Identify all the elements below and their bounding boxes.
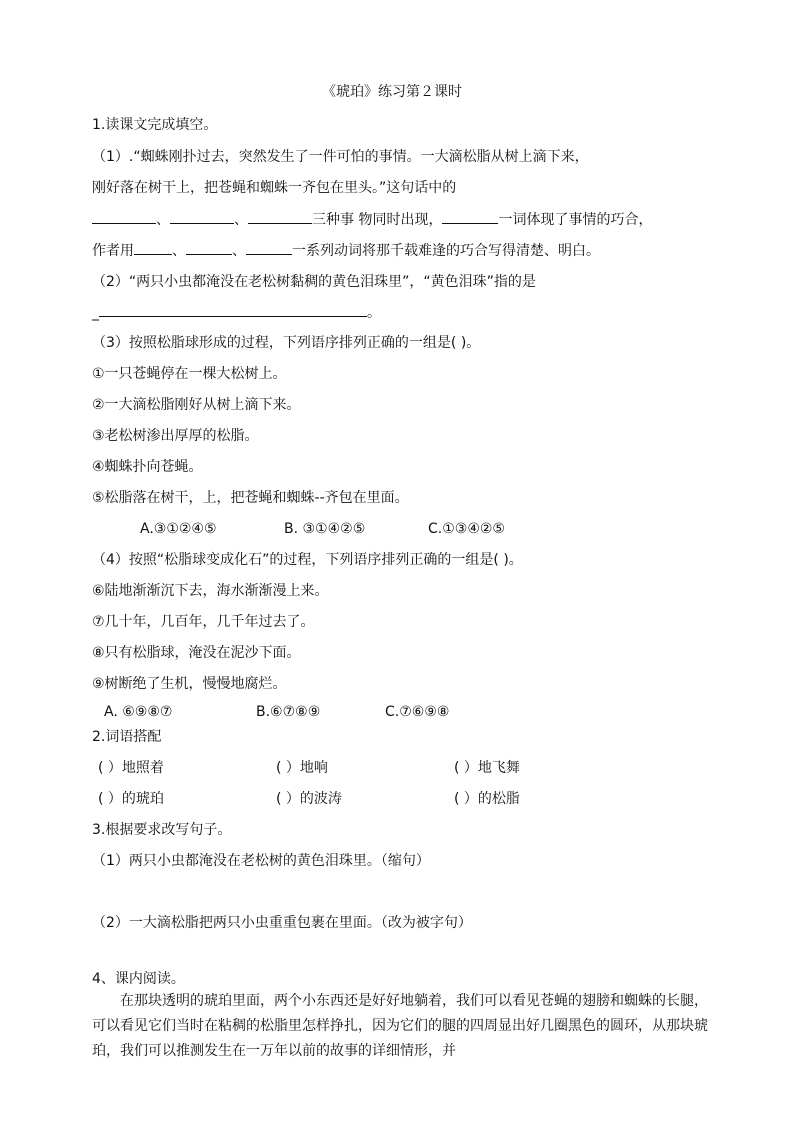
q1-s4-option-a: A. ⑥⑨⑧⑦ [104, 704, 173, 720]
q4-passage: 在那块透明的琥珀里面，两个小东西还是好好地躺着，我们可以看见苍蝇的翅膀和蜘蛛的长腿，可以看见它们当时在粘稠的松脂里怎样挣扎，因为它们的腿的四周显出好几圈黑色的圆环，从那块琥珀，我们可以推测发生在一万年以前的故事的详细情形，并 [92, 993, 708, 1059]
q1-s1-line2: 刚好落在树干上，把苍蝇和蜘蛛一齐包在里头。”这句话中的 [92, 180, 457, 196]
q2-item: ( ）的琥珀 [98, 791, 164, 807]
q1-s1-line4-end: 一系列动词将那千载难逢的巧合写得清楚、明白。 [292, 243, 600, 259]
q2-item: ( ）地飞舞 [454, 760, 520, 776]
answer-blank[interactable] [246, 240, 292, 255]
q1-s1-line3-mid: 三种事 物同时出现， [312, 212, 443, 228]
q1-heading: 1.读课文完成填空。 [92, 117, 218, 133]
answer-blank[interactable] [186, 240, 232, 255]
page-title: 《琥珀》练习第２课时 [322, 84, 462, 100]
answer-blank[interactable] [170, 209, 234, 224]
q1-s4-item: ⑨树断绝了生机，慢慢地腐烂。 [92, 676, 287, 692]
q1-s3-option-c: C.①③④②⑤ [428, 521, 505, 537]
q1-s2-line1: （2）“两只小虫都淹没在老松树黏稠的黄色泪珠里”，“黄色泪珠”指的是 [92, 274, 536, 290]
q4-heading: 4、课内阅读。 [92, 971, 185, 987]
separator: 、 [234, 212, 248, 228]
q1-s4-item: ⑦几十年，几百年，几千年过去了。 [92, 614, 315, 630]
answer-blank[interactable] [442, 209, 498, 224]
q1-s1-line4-start: 作者用 [92, 243, 134, 259]
separator: 、 [172, 243, 186, 259]
separator: 、 [156, 212, 170, 228]
q2-item: ( ）地响 [276, 760, 328, 776]
answer-blank[interactable] [99, 302, 367, 317]
q1-s4-head: （4）按照“松脂球变成化石”的过程，下列语序排列正确的一组是( )。 [92, 552, 523, 568]
q2-heading: 2.词语搭配 [92, 729, 162, 745]
q1-s3-item: ⑤松脂落在树干，上，把苍蝇和蜘蛛--齐包在里面。 [92, 490, 409, 506]
q1-s3-option-a: A.③①②④⑤ [140, 521, 217, 537]
q1-s3-option-b: B. ③①④②⑤ [284, 521, 366, 537]
q1-s1-line3-end: 一词体现了事情的巧合， [498, 212, 653, 228]
answer-blank[interactable] [92, 209, 156, 224]
q1-s4-option-b: B.⑥⑦⑧⑨ [256, 704, 321, 720]
q1-s2-line2 [92, 302, 381, 323]
q1-s2-line2-start: _ [92, 305, 99, 321]
q2-item: ( ）的波涛 [276, 791, 342, 807]
q2-item: ( ）的松脂 [454, 791, 520, 807]
answer-blank[interactable] [248, 209, 312, 224]
q3-s1: （1）两只小虫都淹没在老松树的黄色泪珠里。（缩句） [92, 853, 430, 869]
q1-s3-head: （3）按照松脂球形成的过程，下列语序排列正确的一组是( )。 [92, 335, 481, 351]
q3-s2: （2）一大滴松脂把两只小虫重重包裹在里面。（改为被字句） [92, 915, 472, 931]
q1-s1-line4 [92, 240, 600, 261]
q1-s4-item: ⑧只有松脂球，淹没在泥沙下面。 [92, 645, 301, 661]
q1-s1-line3 [92, 209, 652, 230]
q1-s3-item: ③老松树渗出厚厚的松脂。 [92, 428, 259, 444]
q1-s2-line2-end: 。 [367, 305, 381, 321]
q2-item: ( ）地照着 [98, 760, 164, 776]
q1-s3-item: ①一只苍蝇停在一棵大松树上。 [92, 366, 287, 382]
q1-s3-item: ④蜘蛛扑向苍蝇。 [92, 459, 203, 475]
q3-heading: 3.根据要求改写句子。 [92, 822, 232, 838]
q1-s4-item: ⑥陆地渐渐沉下去，海水渐渐漫上来。 [92, 583, 329, 599]
q1-s3-item: ②一大滴松脂刚好从树上滴下来。 [92, 397, 301, 413]
q1-s4-option-c: C.⑦⑥⑨⑧ [385, 704, 450, 720]
q1-s1-line1: （1）.“蜘蛛刚扑过去，突然发生了一件可怕的事情。一大滴松脂从树上滴下来， [92, 149, 589, 165]
answer-blank[interactable] [134, 240, 172, 255]
separator: 、 [232, 243, 246, 259]
